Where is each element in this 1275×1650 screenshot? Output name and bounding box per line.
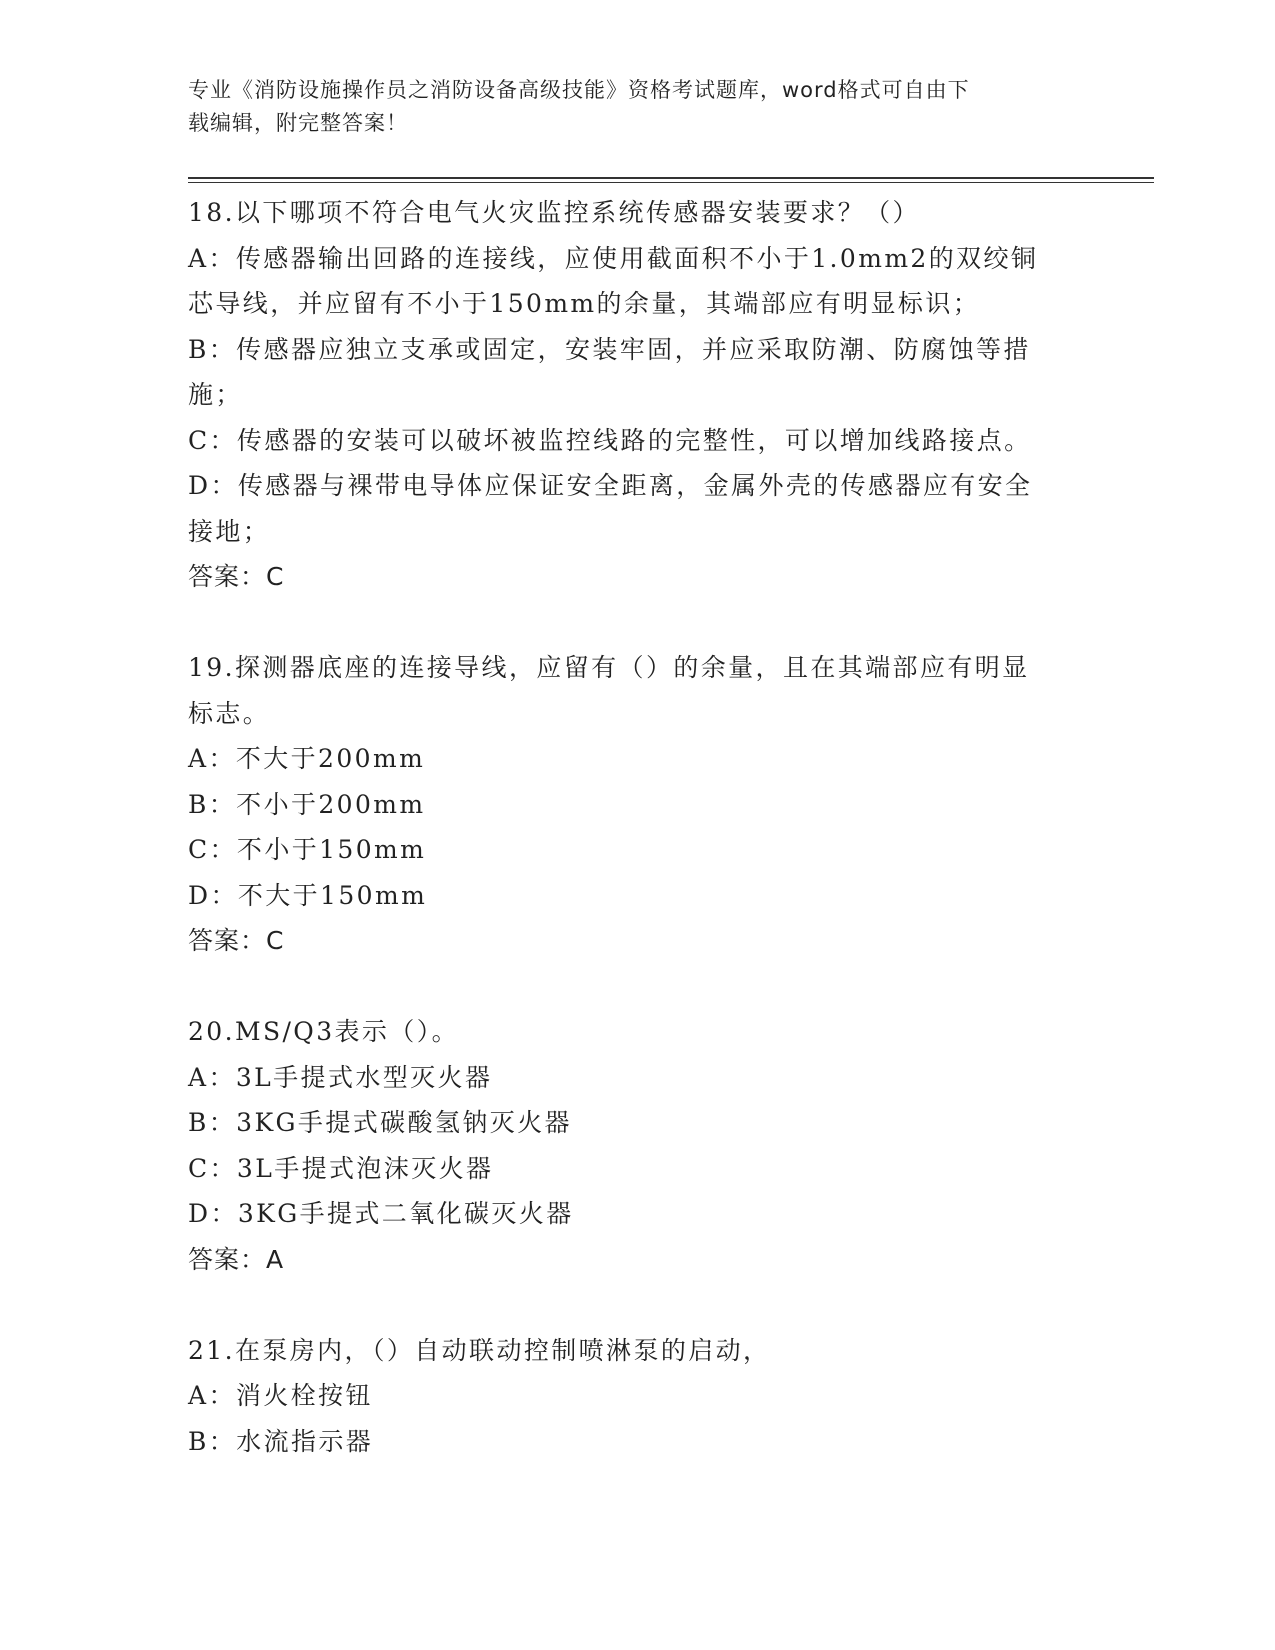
question-18-option-b-cont: 施；: [188, 380, 243, 409]
question-18-option-b: B：传感器应独立支承或固定，安装牢固，并应采取防潮、防腐蚀等措: [188, 334, 1031, 364]
question-18-option-d-cont: 接地；: [188, 516, 271, 546]
question-20: [188, 1009, 1088, 1282]
question-20-option-a: A：3L手提式水型灭火器: [188, 1062, 493, 1092]
question-19-stem: 19.探测器底座的连接导线，应留有（）的余量，且在其端部应有明显: [188, 653, 1030, 682]
header-divider-thin: [188, 182, 1154, 183]
question-18-option-a: A：传感器输出回路的连接线，应使用截面积不小于1.0mm2的双绞铜: [188, 243, 1039, 273]
document-header: [188, 74, 1068, 140]
question-19: [188, 645, 1088, 964]
question-18-option-c: C：传感器的安装可以破坏被监控线路的完整性，可以增加线路接点。: [188, 425, 1032, 455]
question-19-option-b: B：不小于200mm: [188, 789, 426, 819]
question-19-answer: 答案：C: [188, 926, 285, 955]
header-line-2: 载编辑，附完整答案！: [188, 111, 408, 135]
question-21-option-a: A：消火栓按钮: [188, 1381, 373, 1410]
question-19-option-a: A：不大于200mm: [188, 744, 426, 773]
question-18-option-d: D：传感器与裸带电导体应保证安全距离，金属外壳的传感器应有安全: [188, 471, 1033, 500]
question-18-stem: 18.以下哪项不符合电气火灾监控系统传感器安装要求？（）: [188, 198, 920, 227]
question-19-option-c: C：不小于150mm: [188, 835, 427, 864]
question-spacer: [188, 1282, 1088, 1328]
question-18-answer: 答案：C: [188, 562, 285, 591]
question-18: [188, 190, 1088, 600]
question-20-stem: 20.MS/Q3表示（）。: [188, 1017, 460, 1046]
question-spacer: [188, 600, 1088, 646]
question-21: [188, 1328, 1088, 1465]
question-21-option-b: B：水流指示器: [188, 1426, 374, 1456]
header-line-1: 专业《消防设施操作员之消防设备高级技能》资格考试题库，word格式可自由下: [188, 78, 970, 102]
question-20-option-b: B：3KG手提式碳酸氢钠灭火器: [188, 1108, 572, 1137]
header-divider-thick: [188, 177, 1154, 179]
question-19-stem-cont: 标志。: [188, 698, 271, 728]
question-21-stem: 21.在泵房内，（）自动联动控制喷淋泵的启动，: [188, 1335, 771, 1365]
question-20-option-d: D：3KG手提式二氧化碳灭火器: [188, 1199, 574, 1228]
question-list: [188, 190, 1088, 1464]
question-20-answer: 答案：A: [188, 1244, 285, 1274]
question-18-option-a-cont: 芯导线，并应留有不小于150mm的余量，其端部应有明显标识；: [188, 289, 981, 318]
question-spacer: [188, 964, 1088, 1010]
question-19-option-d: D：不大于150mm: [188, 880, 428, 910]
question-20-option-c: C：3L手提式泡沫灭火器: [188, 1153, 494, 1183]
